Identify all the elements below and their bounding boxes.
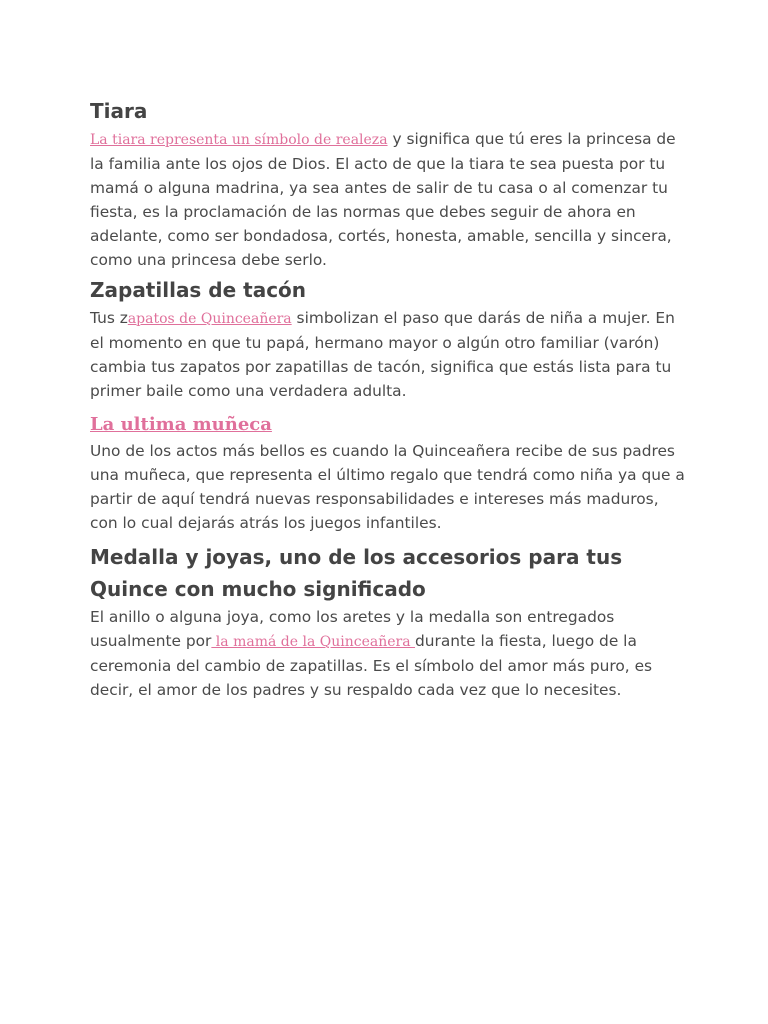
text-medalla: durante la fiesta, luego de la ceremonia del cambio de zapatillas. Es el símbolo del amor más puro, es decir, el amor de los padres y su respaldo cada vez que lo necesites.: [90, 632, 653, 699]
section-zapatillas: [90, 274, 690, 403]
section-medalla: [90, 541, 690, 702]
paragraph-tiara: [90, 127, 690, 272]
heading-medalla: Medalla y joyas, uno de los accesorios para tus Quince con mucho significado: [90, 545, 623, 601]
heading-muneca[interactable]: La ultima muñeca: [90, 414, 272, 435]
document-page: [90, 95, 690, 702]
paragraph-zapatillas: [90, 306, 690, 403]
heading-tiara: Tiara: [90, 99, 148, 123]
section-tiara: [90, 95, 690, 272]
link-mama[interactable]: la mamá de la Quinceañera: [211, 634, 416, 650]
link-zapatos[interactable]: apatos de Quinceañera: [127, 311, 292, 327]
text-tiara: y significa que tú eres la princesa de la familia ante los ojos de Dios. El acto de que la tiara te sea puesta por tu mamá o alguna madrina, ya sea antes de salir de tu casa o al comenzar tu fiesta, es la proclamación de las normas que debes seguir de ahora en adelante, como ser bondadosa, cortés, honesta, amable, sencilla y sincera, como una princesa debe serlo.: [90, 130, 676, 269]
paragraph-muneca: Uno de los actos más bellos es cuando la Quinceañera recibe de sus padres una muñeca, que representa el último regalo que tendrá como niña ya que a partir de aquí tendrá nuevas responsabilidades e intereses más maduros, con lo cual dejarás atrás los juegos infantiles.: [90, 442, 685, 532]
heading-zapatillas: Zapatillas de tacón: [90, 278, 307, 302]
text-medalla-before: El anillo o alguna joya, como los aretes y la medalla son entregados usualmente por: [90, 608, 615, 650]
link-tiara[interactable]: La tiara representa un símbolo de realeza: [90, 132, 388, 148]
text-zapatillas-before: Tus z: [90, 309, 128, 327]
text-zapatillas: simbolizan el paso que darás de niña a mujer. En el momento en que tu papá, hermano mayor o algún otro familiar (varón) cambia tus zapatos por zapatillas de tacón, significa que estás lista para tu primer baile como una verdadera adulta.: [90, 309, 675, 400]
paragraph-medalla: [90, 605, 690, 702]
section-muneca: [90, 411, 690, 535]
